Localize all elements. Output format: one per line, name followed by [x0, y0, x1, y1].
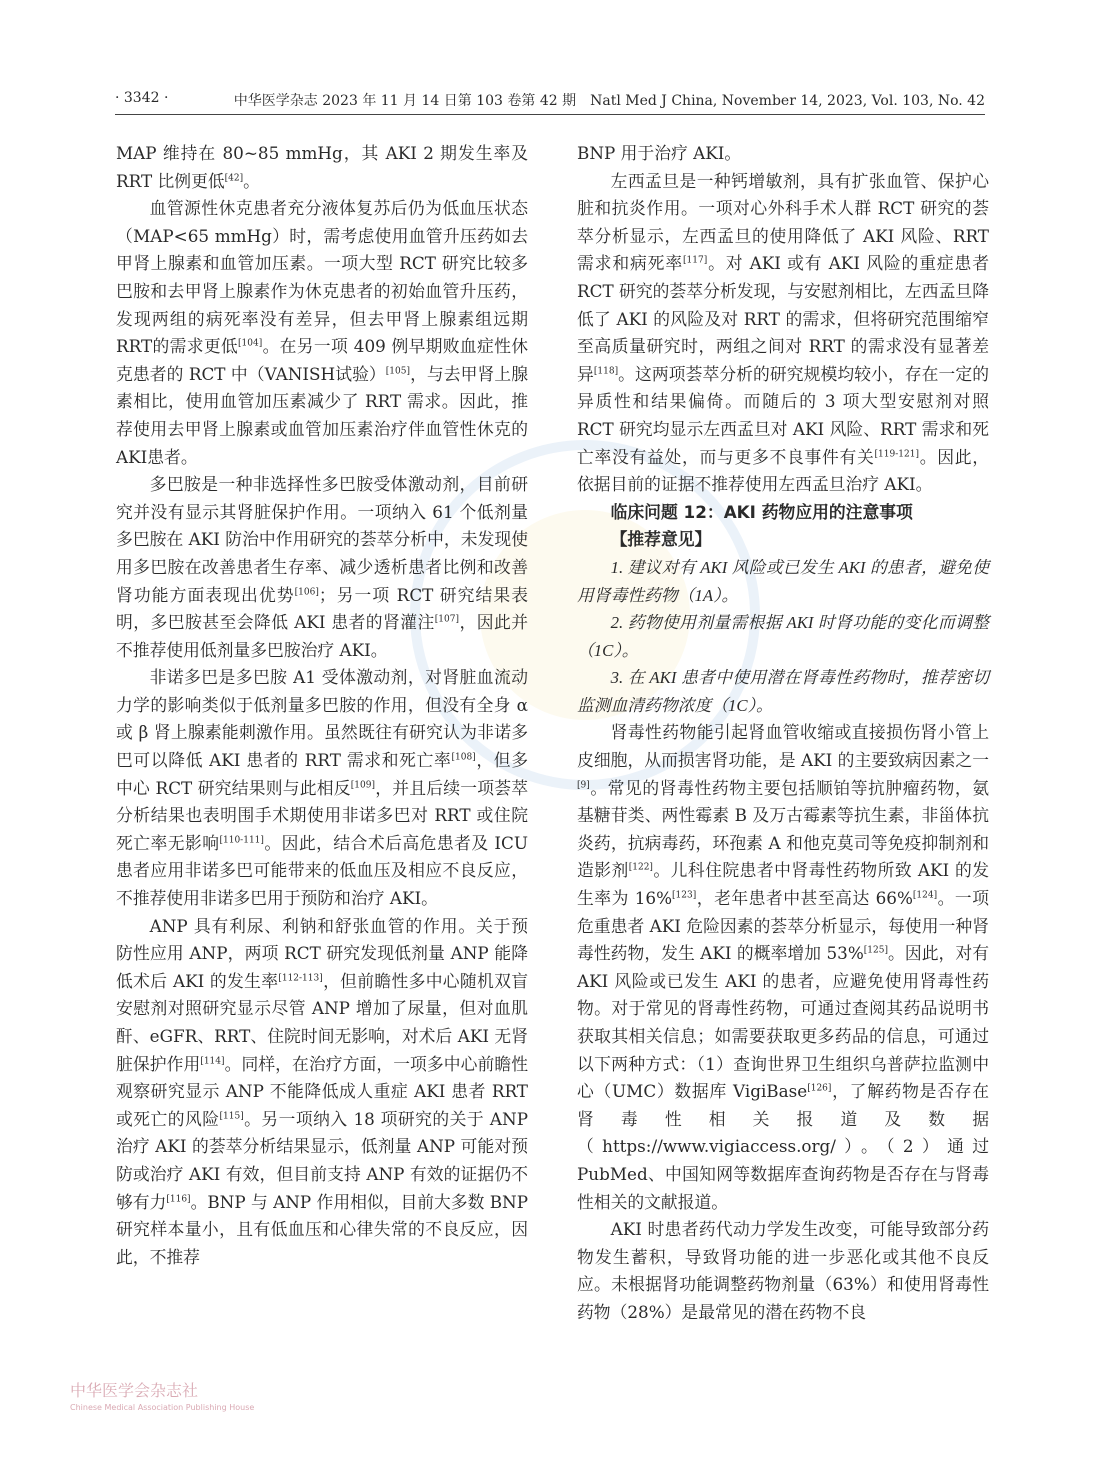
paragraph-text: 2. 药物使用剂量需根据 AKI 时肾功能的变化而调整（1C）。	[577, 613, 989, 660]
paragraph-text: ，但前瞻性多中心随机双盲安慰剂对照研究显示尽管 ANP 增加了尿量，但对血肌酐、eGFR、RRT、住院时间无影响，对术后 AKI 无肾脏保护作用	[116, 970, 528, 1074]
paragraph	[116, 664, 528, 912]
paragraph	[577, 719, 989, 1216]
paragraph-text: 。	[243, 170, 260, 191]
paragraph-text: 非诺多巴是多巴胺 A1 受体激动剂，对肾脏血流动力学的影响类似于低剂量多巴胺的作用，但没有全身 α 或 β 肾上腺素能刺激作用。虽然既往有研究认为非诺多巴可以降低 AKI 患者的 RRT 需求和死亡率	[116, 667, 528, 771]
paragraph-text: 。因此，对有 AKI 风险或已发生 AKI 的患者，应避免使用肾毒性药物。对于常见的肾毒性药物，可通过查阅其药品说明书获取其相关信息；如需要获取更多药品的信息，可通过以下两种方式：（1）查询世界卫生组织乌普萨拉监测中心（UMC）数据库 VigiBase	[577, 943, 989, 1102]
paragraph-text: 左西孟旦是一种钙增敏剂，具有扩张血管、保护心脏和抗炎作用。一项对心外科手术人群 RCT 研究的荟萃分析显示，左西孟旦的使用降低了 AKI 风险、RRT 需求和病死率	[577, 170, 989, 274]
paragraph-text: 3. 在 AKI 患者中使用潜在肾毒性药物时，推荐密切监测血清药物浓度（1C）。	[577, 668, 989, 715]
paragraph	[116, 195, 528, 471]
citation-ref[interactable]: [117]	[683, 255, 708, 266]
paragraph-text: 。BNP 与 ANP 作用相似，目前大多数 BNP 研究样本量小，且有低血压和心律失常的不良反应，因此，不推荐	[116, 1191, 528, 1267]
paragraph-text: 。常见的肾毒性药物主要包括顺铂等抗肿瘤药物，氨基糖苷类、两性霉素 B 及万古霉素等抗生素，非甾体抗炎药，抗病毒药，环孢素 A 和他克莫司等免疫抑制剂和造影剂	[577, 777, 989, 881]
citation-ref[interactable]: [125]	[863, 945, 888, 956]
paragraph	[577, 168, 989, 499]
page-header	[115, 88, 985, 115]
paragraph-text: 多巴胺是一种非选择性多巴胺受体激动剂，目前研究并没有显示其肾脏保护作用。一项纳入 61 个低剂量多巴胺在 AKI 防治中作用研究的荟萃分析中，未发现使用多巴胺在改善患者生存率、减少透析患者比例和改善肾功能方面表现出优势	[116, 474, 528, 605]
paragraph-text: ，老年患者中甚至高达 66%	[696, 888, 913, 909]
paragraph	[116, 913, 528, 1272]
paragraph-text: 【推荐意见】	[610, 529, 712, 550]
citation-ref[interactable]: [123]	[672, 890, 697, 901]
paragraph	[577, 554, 989, 609]
paragraph-text: 。因此，结合术后高危患者及 ICU 患者应用非诺多巴可能带来的低血压及相应不良反应，不推荐使用非诺多巴用于预防和治疗 AKI。	[116, 832, 528, 909]
page-number: · 3342 ·	[115, 90, 169, 106]
paragraph	[577, 609, 989, 664]
citation-ref[interactable]: [107]	[434, 614, 459, 625]
citation-ref[interactable]: [126]	[807, 1083, 832, 1094]
paragraph	[577, 1216, 989, 1326]
paragraph-text: 。一项危重患者 AKI 危险因素的荟萃分析显示，每使用一种肾毒性药物，发生 AKI 的概率增加 53%	[577, 888, 989, 964]
right-column	[577, 140, 989, 1327]
publisher-name-en: Chinese Medical Association Publishing House	[70, 1403, 255, 1412]
citation-ref[interactable]: [110-111]	[219, 835, 264, 846]
citation-ref[interactable]: [119-121]	[874, 448, 919, 459]
paragraph	[577, 664, 989, 719]
paragraph-text: 1. 建议对有 AKI 风险或已发生 AKI 的患者，避免使用肾毒性药物（1A）。	[577, 557, 989, 605]
paragraph-text: BNP 用于治疗 AKI。	[577, 143, 742, 163]
left-column	[116, 140, 528, 1271]
citation-ref[interactable]: [122]	[628, 862, 653, 873]
paragraph-text: 肾毒性药物能引起肾血管收缩或直接损伤肾小管上皮细胞，从而损害肾功能，是 AKI 的主要致病因素之一	[577, 722, 989, 771]
paragraph-text: 。因此，依据目前的证据不推荐使用左西孟旦治疗 AKI。	[577, 446, 989, 495]
citation-ref[interactable]: [109]	[350, 780, 375, 791]
paragraph-text: 。另一项纳入 18 项研究的关于 ANP 治疗 AKI 的荟萃分析结果显示，低剂量 ANP 可能对预防或治疗 AKI 有效，但目前支持 ANP 有效的证据仍不够有力	[116, 1108, 528, 1212]
citation-ref[interactable]: [115]	[219, 1111, 244, 1122]
journal-citation: 中华医学杂志 2023 年 11 月 14 日第 103 卷第 42 期 Natl Med J China, November 14, 2023, Vol. 103, No. 42	[233, 93, 985, 109]
paragraph-text: ，但多中心 RCT 研究结果则与此相反	[116, 750, 528, 798]
paragraph-text: 。这两项荟萃分析的研究规模均较小，存在一定的异质性和结果偏倚。而随后的 3 项大型安慰剂对照 RCT 研究均显示左西孟旦对 AKI 风险、RRT 需求和死亡率没有益处，而与更多不良事件有关	[577, 363, 989, 467]
paragraph-text: 血管源性休克患者充分液体复苏后仍为低血压状态（MAP<65 mmHg）时，需考虑使用血管升压药如去甲肾上腺素和血管加压素。一项大型 RCT 研究比较多巴胺和去甲肾上腺素作为休克患者的初始血管升压药，发现两组的病死率没有差异，但去甲肾上腺素组远期RRT的需求更低	[116, 198, 528, 357]
paragraph-text: ，并且后续一项荟萃分析结果也表明围手术期使用非诺多巴对 RRT 或住院死亡率无影响	[116, 777, 528, 853]
citation-ref[interactable]: [124]	[912, 890, 938, 901]
paragraph-text: ；另一项 RCT 研究结果表明，多巴胺甚至会降低 AKI 患者的肾灌注	[116, 584, 528, 633]
citation-ref[interactable]: [104]	[238, 338, 263, 349]
paragraph-text: MAP 维持在 80~85 mmHg，其 AKI 2 期发生率及 RRT 比例更低	[116, 143, 528, 191]
paragraph-text: ，因此并不推荐使用低剂量多巴胺治疗 AKI。	[116, 612, 528, 660]
paragraph-text: ，与去甲肾上腺素相比，使用血管加压素减少了 RRT 需求。因此，推荐使用去甲肾上腺素或血管加压素治疗伴血管性休克的AKI患者。	[116, 363, 528, 467]
paragraph	[116, 471, 528, 664]
publisher-name: 中华医学会杂志社	[70, 1381, 199, 1400]
paragraph-text: 临床问题 12：AKI 药物应用的注意事项	[610, 501, 913, 522]
citation-ref[interactable]: [105]	[385, 366, 410, 377]
paragraph	[577, 140, 989, 168]
paragraph-text: 。对 AKI 或有 AKI 风险的重症患者 RCT 研究的荟萃分析发现，与安慰剂相比，左西孟旦降低了 AKI 的风险及对 RRT 的需求，但将研究范围缩窄至高质量研究时，两组之间对 RRT 的需求没有显著差异	[577, 253, 989, 384]
paragraph-text: 。在另一项 409 例早期败血症性休克患者的 RCT 中（VANISH试验）	[116, 336, 529, 384]
citation-ref[interactable]: [9]	[577, 780, 590, 791]
citation-ref[interactable]: [108]	[451, 752, 476, 763]
paragraph	[116, 140, 528, 195]
citation-ref[interactable]: [42]	[224, 173, 244, 183]
publisher-logo	[70, 1378, 254, 1412]
paragraph	[577, 499, 989, 527]
citation-ref[interactable]: [116]	[166, 1193, 191, 1204]
citation-ref[interactable]: [106]	[294, 586, 319, 597]
citation-ref[interactable]: [112-113]	[278, 973, 323, 984]
citation-ref[interactable]: [118]	[593, 366, 619, 377]
paragraph-text: ，了解药物是否存在肾毒性相关报道及数据（https://www.vigiaccess.org/）。（2）通过 PubMed、中国知网等数据库查询药物是否存在与肾毒性相关的文献报道。	[577, 1081, 989, 1212]
paragraph-text: ANP 具有利尿、利钠和舒张血管的作用。关于预防性应用 ANP，两项 RCT 研究发现低剂量 ANP 能降低术后 AKI 的发生率	[116, 915, 528, 991]
paragraph	[577, 526, 989, 554]
paragraph-text: 。儿科住院患者中肾毒性药物所致 AKI 的发生率为 16%	[577, 860, 989, 909]
citation-ref[interactable]: [114]	[200, 1056, 225, 1066]
paragraph-text: AKI 时患者药代动力学发生改变，可能导致部分药物发生蓄积，导致肾功能的进一步恶化或其他不良反应。未根据肾功能调整药物剂量（63%）和使用肾毒性药物（28%）是最常见的潜在药物不良	[577, 1219, 989, 1322]
paragraph-text: 。同样，在治疗方面，一项多中心前瞻性观察研究显示 ANP 不能降低成人重症 AKI 患者 RRT 或死亡的风险	[116, 1053, 528, 1129]
